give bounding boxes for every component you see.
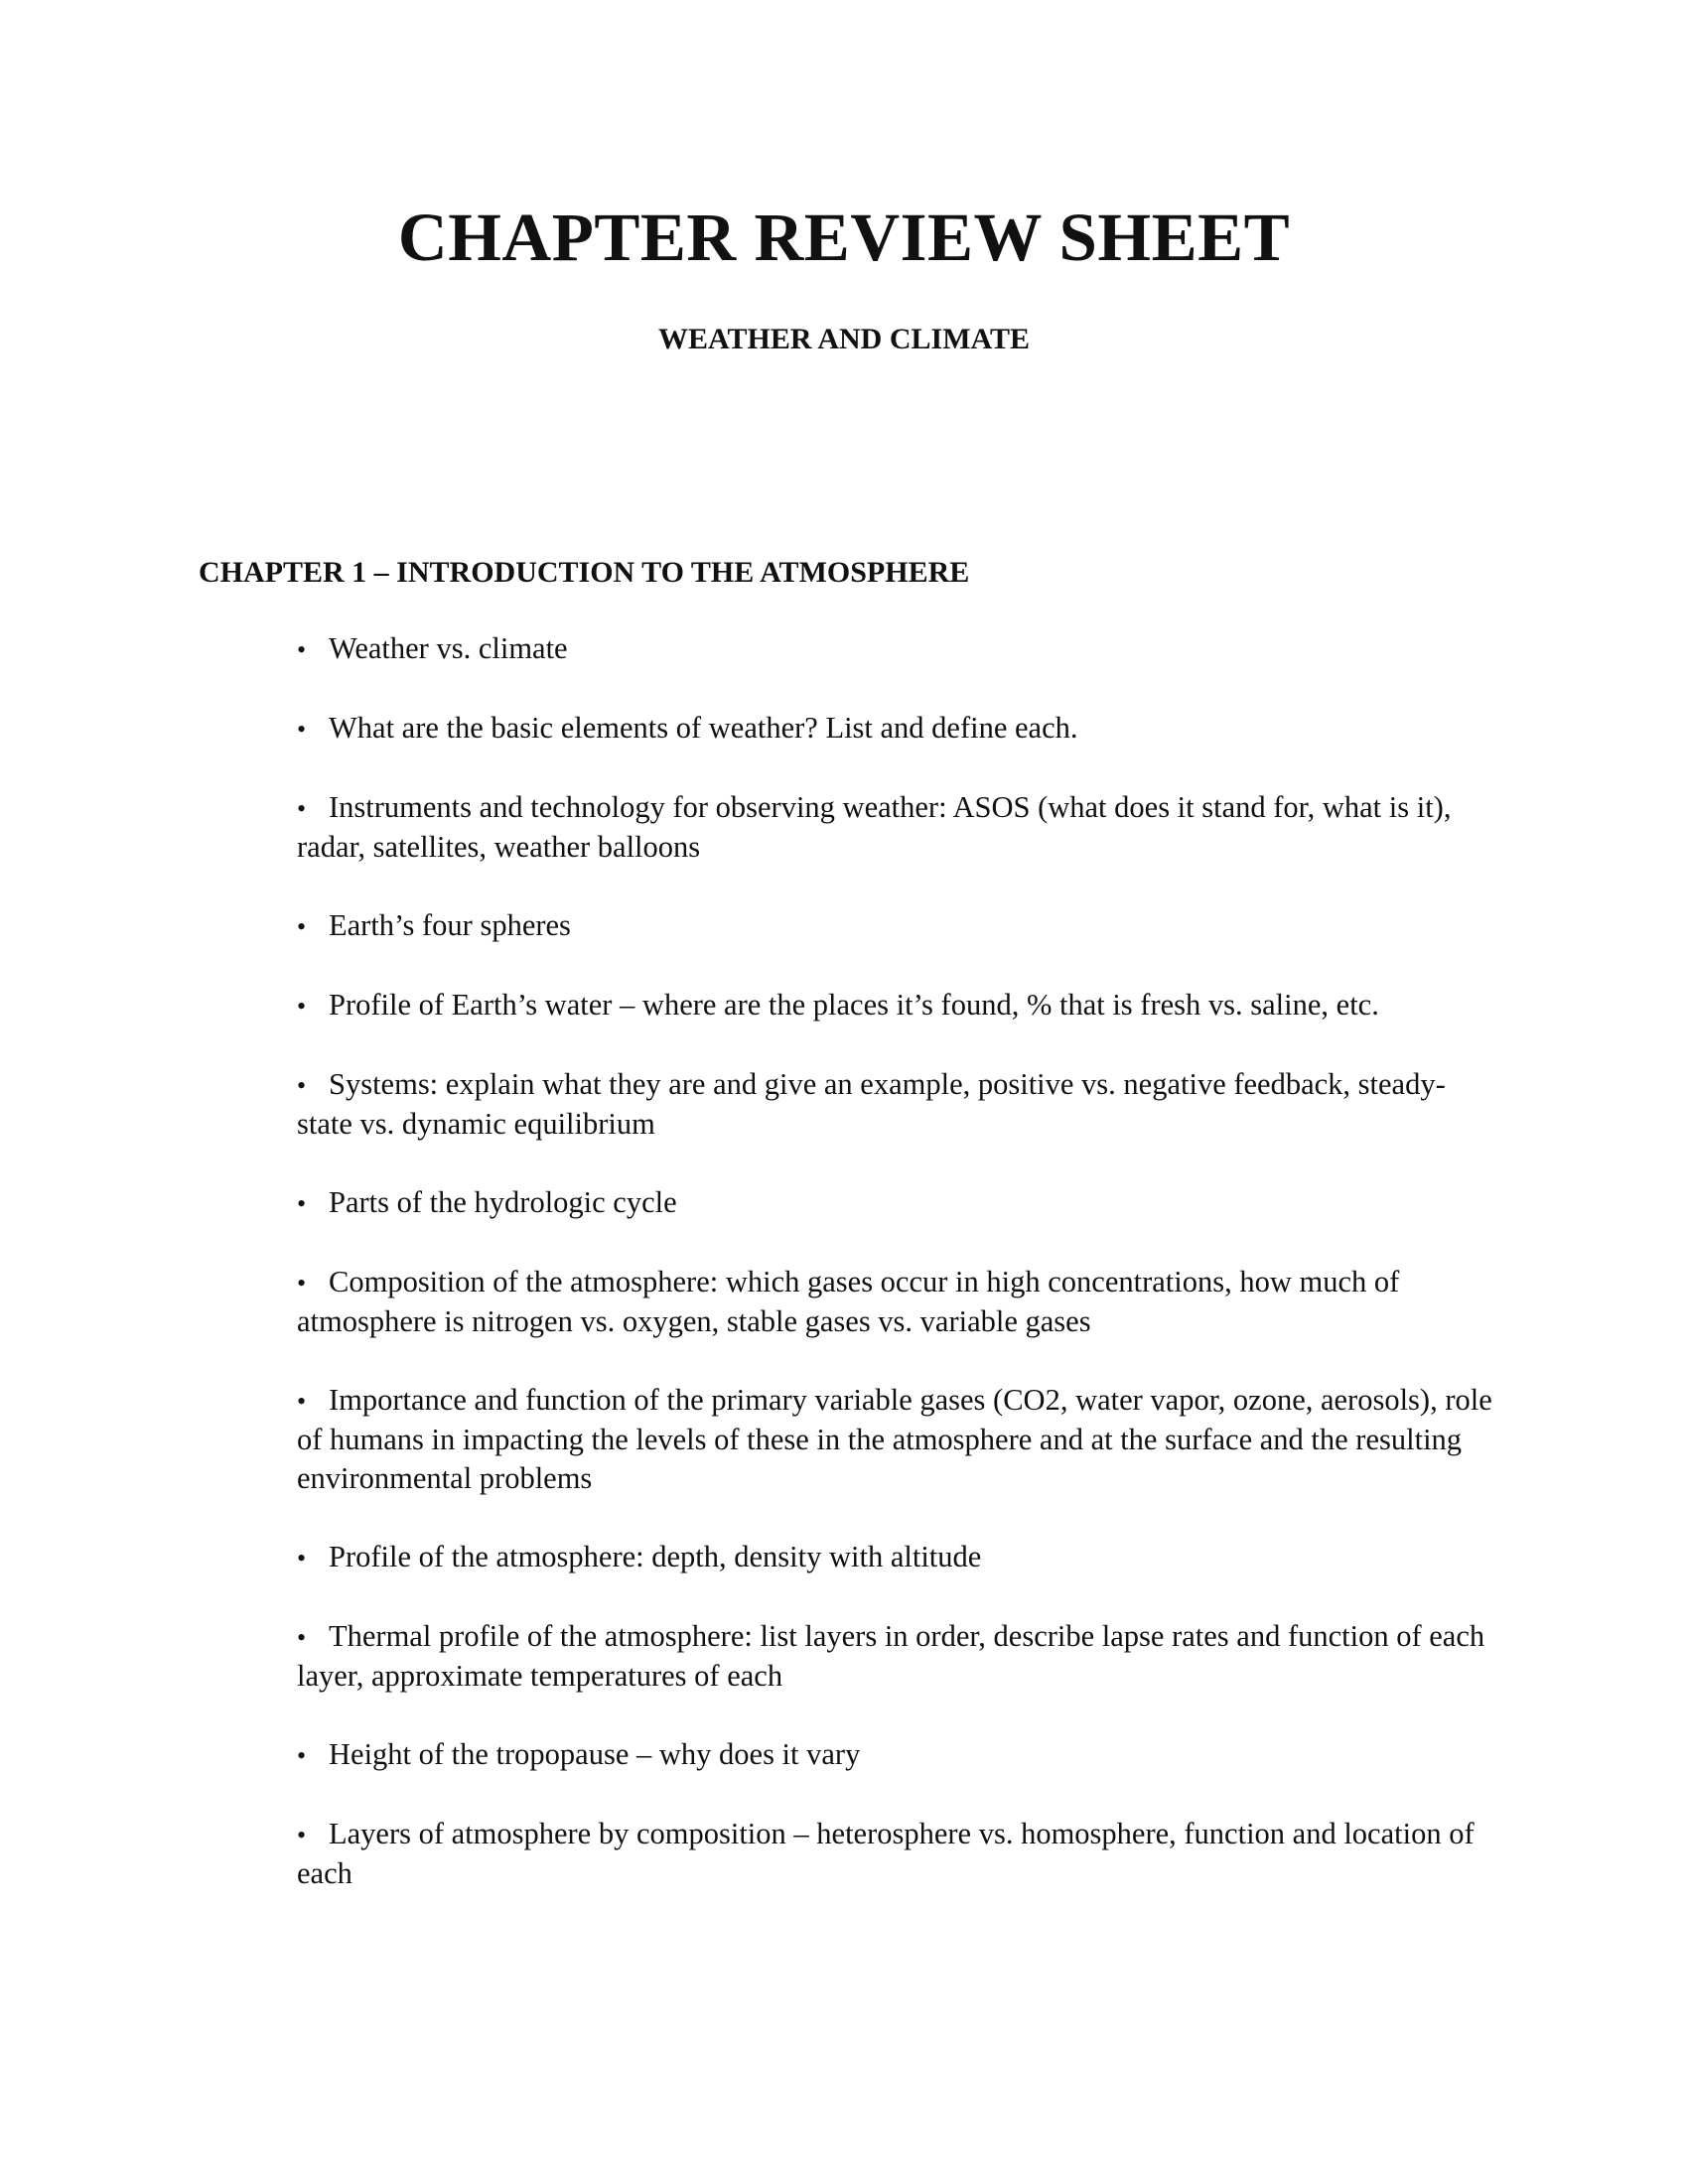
list-item (297, 629, 1498, 669)
list-item-text: Profile of the atmosphere: depth, density with altitude (329, 1540, 982, 1573)
list-item (297, 709, 1498, 749)
bullet-icon: • (297, 794, 307, 823)
section-heading: CHAPTER 1 – INTRODUCTION TO THE ATMOSPHERE (199, 556, 970, 589)
list-item-text: Importance and function of the primary variable gases (CO2, water vapor, ozone, aerosols), role of humans in impacting the levels of these in the atmosphere and at the surface and the resulting environmental problems (297, 1383, 1492, 1495)
list-item (297, 1065, 1498, 1144)
bullet-icon: • (297, 1741, 307, 1770)
bullet-icon: • (297, 1623, 307, 1652)
list-item (297, 1381, 1498, 1498)
list-item (297, 1735, 1498, 1775)
list-item-text: Composition of the atmosphere: which gases occur in high concentrations, how much of atmosphere is nitrogen vs. oxygen, stable gases vs. variable gases (297, 1265, 1400, 1338)
bullet-icon: • (297, 912, 307, 941)
list-item-text: Weather vs. climate (329, 631, 568, 665)
bullet-icon: • (297, 1189, 307, 1218)
bullet-icon: • (297, 715, 307, 744)
list-item-text: Profile of Earth’s water – where are the places it’s found, % that is fresh vs. saline, etc. (329, 988, 1379, 1022)
bullet-icon: • (297, 992, 307, 1021)
list-item (297, 906, 1498, 946)
bullet-icon: • (297, 1544, 307, 1572)
page-subtitle: WEATHER AND CLIMATE (658, 323, 1030, 355)
page-title: CHAPTER REVIEW SHEET (397, 200, 1291, 275)
list-item (297, 1183, 1498, 1223)
list-item-text: Systems: explain what they are and give an example, positive vs. negative feedback, steady-state vs. dynamic equilibrium (297, 1067, 1446, 1141)
list-item (297, 986, 1498, 1025)
bullet-icon: • (297, 1387, 307, 1416)
bullet-icon: • (297, 1071, 307, 1100)
list-item-text: Thermal profile of the atmosphere: list layers in order, describe lapse rates and function of each layer, approximate temperatures of each (297, 1619, 1485, 1693)
list-item (297, 1617, 1498, 1696)
list-item-text: Instruments and technology for observing weather: ASOS (what does it stand for, what is it), radar, satellites, weather balloons (297, 790, 1452, 864)
list-item-text: Height of the tropopause – why does it vary (329, 1737, 861, 1771)
review-topic-list (297, 629, 1498, 1933)
bullet-icon: • (297, 1269, 307, 1297)
bullet-icon: • (297, 1821, 307, 1849)
list-item (297, 1815, 1498, 1893)
list-item (297, 1538, 1498, 1577)
list-item-text: What are the basic elements of weather? List and define each. (329, 711, 1078, 745)
list-item-text: Earth’s four spheres (329, 908, 571, 942)
bullet-icon: • (297, 635, 307, 664)
list-item (297, 788, 1498, 867)
list-item (297, 1263, 1498, 1341)
list-item-text: Layers of atmosphere by composition – heterosphere vs. homosphere, function and location of each (297, 1817, 1475, 1890)
list-item-text: Parts of the hydrologic cycle (329, 1185, 677, 1219)
